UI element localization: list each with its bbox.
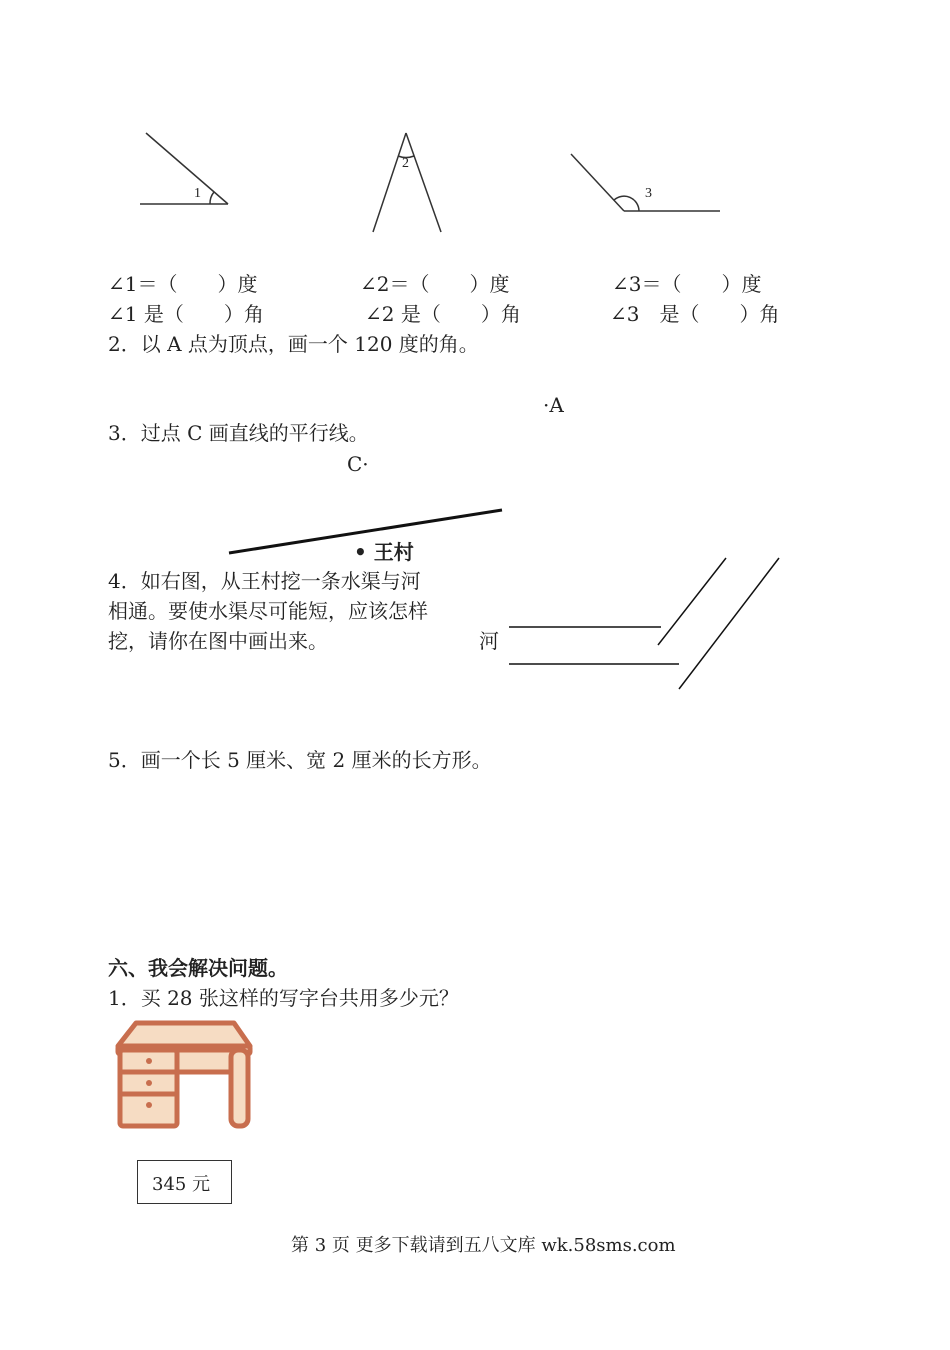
q5-text: 5．画一个长 5 厘米、宽 2 厘米的长方形。 [108,748,492,772]
angle-2-type-text: ∠2 是（ ）角 [365,302,521,326]
price-label: 345 元 [152,1174,211,1195]
angle-1-label: 1 [194,186,201,201]
price-box [137,1160,232,1204]
angle-3-degree-text: ∠3＝（ ）度 [612,272,762,296]
page-footer: 第 3 页 更多下载请到五八文库 wk.58sms.com [291,1235,676,1256]
angle-2-degree-text: ∠2＝（ ）度 [360,272,510,296]
q2-point-a: ·A [543,393,564,417]
angle-3-type-text: ∠3 是（ ）角 [610,302,780,326]
q4-line-3: 挖，请你在图中画出来。 [108,629,328,653]
river-figure [509,558,779,689]
angle-2-figure [373,133,441,232]
section-6-title: 六、我会解决问题。 [108,956,288,980]
q3-text: 3．过点 C 画直线的平行线。 [108,421,369,445]
q4-line-2: 相通。要使水渠尽可能短，应该怎样 [108,599,428,623]
angle-1-figure [140,133,228,204]
angle-3-label: 3 [645,186,652,201]
q2-text: 2．以 A 点为顶点，画一个 120 度的角。 [108,332,479,356]
river-label: 河 [479,629,499,653]
q4-line-1: 4．如右图，从王村挖一条水渠与河 [108,569,421,593]
desk-icon [118,1023,250,1126]
angle-1-degree-text: ∠1＝（ ）度 [108,272,258,296]
angle-1-type-text: ∠1 是（ ）角 [108,302,264,326]
section-6-q1-text: 1．买 28 张这样的写字台共用多少元？ [108,986,459,1010]
angle-3-figure [571,154,720,211]
angle-2-label: 2 [402,156,409,171]
village-label: • 王村 [354,540,414,564]
q3-point-c: C· [347,452,369,476]
